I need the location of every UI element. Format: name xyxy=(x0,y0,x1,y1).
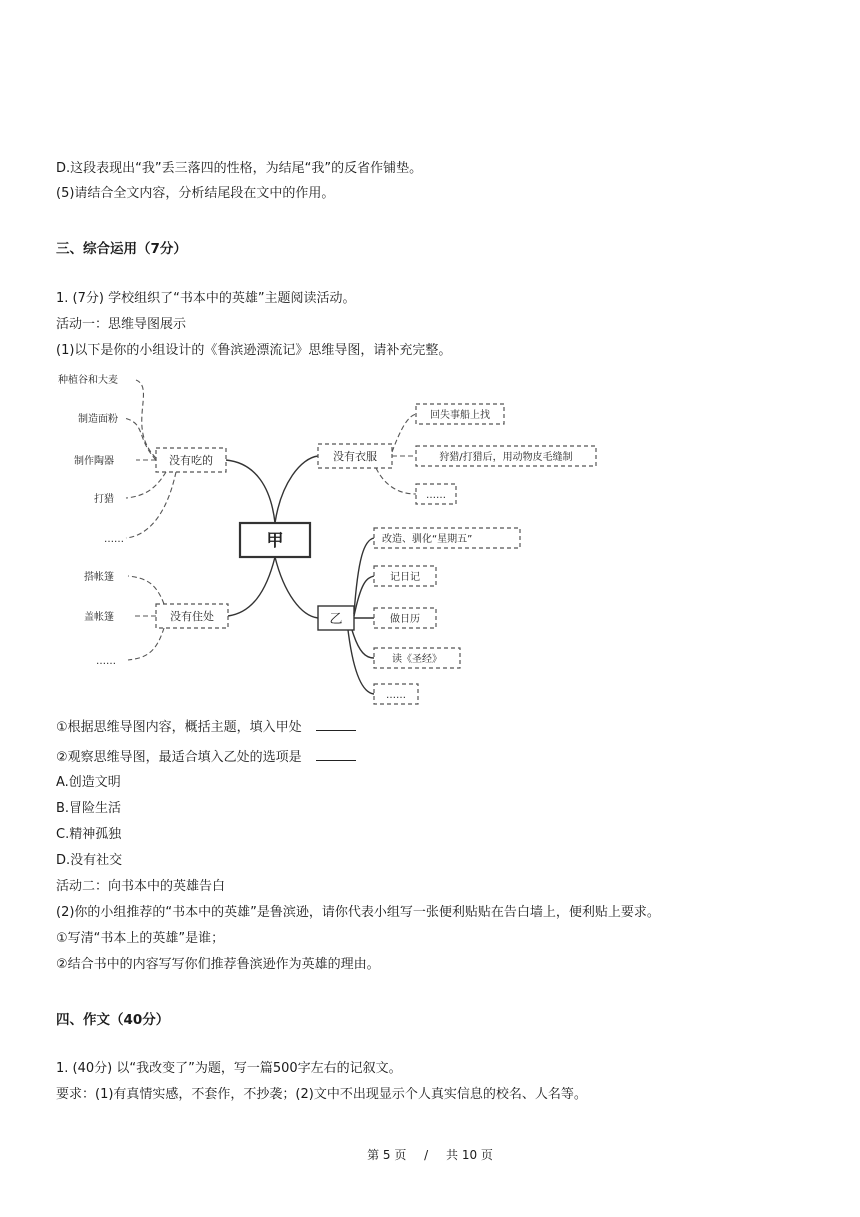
essay-question: 1. (40分) 以“我改变了”为题，写一篇500字左右的记叙文。 xyxy=(56,1061,402,1076)
question-5: (5)请结合全文内容，分析结尾段在文中的作用。 xyxy=(56,186,335,201)
mm-food-leaf-4: 打猎 xyxy=(94,494,114,505)
answer-blank-yi[interactable] xyxy=(316,748,356,761)
activity-1-title: 活动一：思维导图展示 xyxy=(56,317,187,332)
essay-requirements: 要求：(1)有真情实感，不套作，不抄袭；(2)文中不出现显示个人真实信息的校名、人名等。 xyxy=(56,1087,587,1102)
mm-branch-yi-leaf xyxy=(348,630,374,694)
sub-question-2 xyxy=(56,748,356,767)
mm-branch-food xyxy=(226,460,275,523)
mm-branch-yi xyxy=(275,557,318,618)
page-footer xyxy=(0,1146,860,1163)
mm-leaf-link xyxy=(376,468,416,494)
mm-branch-shelter xyxy=(228,557,275,616)
page-separator: / xyxy=(424,1148,429,1162)
mm-food-label: 没有吃的 xyxy=(169,454,213,467)
mm-shelter-leaf-2: 盖帐篷 xyxy=(84,612,114,623)
activity-2-title: 活动二：向书本中的英雄告白 xyxy=(56,879,226,894)
page-total: 共 10 页 xyxy=(446,1148,493,1162)
mm-shelter-label: 没有住处 xyxy=(170,610,214,623)
mm-leaf-link xyxy=(126,472,166,498)
mm-yi-leaf-4: 读《圣经》 xyxy=(392,654,442,665)
mm-branch-clothes xyxy=(275,456,318,523)
mm-yi-leaf-1: 改造、驯化“星期五” xyxy=(382,534,473,545)
mm-shelter-leaf-3: …… xyxy=(96,656,116,667)
sub-question-1-text: ①根据思维导图内容，概括主题，填入甲处 xyxy=(56,720,302,735)
sub-question-2-text: ②观察思维导图，最适合填入乙处的选项是 xyxy=(56,750,302,765)
section-3-heading: 三、综合运用（7分） xyxy=(56,241,187,257)
page-number: 第 5 页 xyxy=(367,1148,407,1162)
mm-food-leaf-1: 种植谷和大麦 xyxy=(58,375,118,386)
mm-leaf-link xyxy=(392,414,416,452)
mm-yi-label: 乙 xyxy=(329,612,343,627)
section-4-heading: 四、作文（40分） xyxy=(56,1012,170,1028)
mm-leaf-link xyxy=(124,418,156,460)
answer-blank-jia[interactable] xyxy=(316,718,356,731)
mm-yi-leaf-2: 记日记 xyxy=(390,572,420,583)
mm-food-leaf-2: 制造面粉 xyxy=(78,414,118,425)
mm-clothes-leaf-1: 回失事船上找 xyxy=(430,410,490,421)
mm-leaf-link xyxy=(128,576,164,604)
mm-clothes-leaf-2: 狩猎/打猎后，用动物皮毛缝制 xyxy=(439,452,573,463)
mm-food-leaf-3: 制作陶器 xyxy=(74,456,114,467)
option-d: D.没有社交 xyxy=(56,853,123,868)
mm-food-leaf-5: …… xyxy=(104,534,124,545)
line-d-option: D.这段表现出“我”丢三落四的性格，为结尾“我”的反省作铺垫。 xyxy=(56,161,423,176)
sub-question-1 xyxy=(56,718,356,737)
option-a: A.创造文明 xyxy=(56,775,121,790)
option-b: B.冒险生活 xyxy=(56,801,122,816)
requirement-2: ②结合书中的内容写写你们推荐鲁滨逊作为英雄的理由。 xyxy=(56,957,380,972)
mind-map xyxy=(56,368,616,708)
mm-shelter-leaf-1: 搭帐篷 xyxy=(84,572,114,583)
question-1-1: (1)以下是你的小组设计的《鲁滨逊漂流记》思维导图，请补充完整。 xyxy=(56,343,452,358)
mm-clothes-label: 没有衣服 xyxy=(333,450,377,463)
question-1-intro: 1. (7分) 学校组织了“书本中的英雄”主题阅读活动。 xyxy=(56,291,356,306)
mm-yi-leaf-3: 做日历 xyxy=(390,614,420,625)
question-1-2: (2)你的小组推荐的“书本中的英雄”是鲁滨逊，请你代表小组写一张便利贴贴在告白墙上，便利贴上要求。 xyxy=(56,905,660,920)
mm-leaf-link xyxy=(126,472,176,538)
mm-yi-leaf-5: …… xyxy=(386,690,406,701)
requirement-1: ①写清“书本上的英雄”是谁； xyxy=(56,931,225,946)
mm-center-label: 甲 xyxy=(266,531,284,551)
mm-leaf-link xyxy=(128,628,164,660)
option-c: C.精神孤独 xyxy=(56,827,122,842)
mm-branch-yi-leaf xyxy=(352,630,374,658)
mm-clothes-leaf-3: …… xyxy=(426,490,446,501)
